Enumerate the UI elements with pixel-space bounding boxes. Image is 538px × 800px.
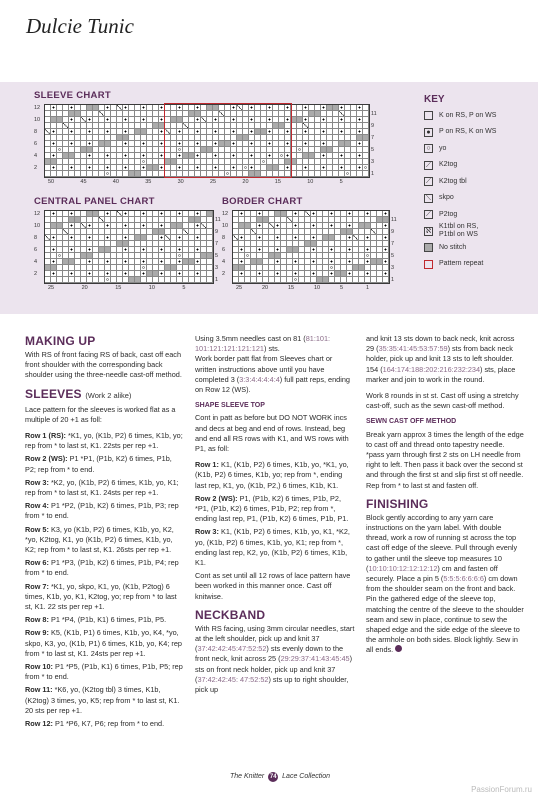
- rounds-text: Work 8 rounds in st st. Cast off using a stretchy cast-off, such as the sewn cast-off method.: [366, 391, 519, 411]
- row-number: 5: [391, 253, 395, 259]
- instruction-row: Row 9: K5, (K1b, P1) 6 times, K1b, yo, K4, *yo, skpo, K3, yo, (K1b, P1) 6 times, K1b, yo, K4; rep from * to last st, K1. 24sts per rep +1.: [25, 628, 182, 658]
- finishing-text: Block gently according to any yarn care instructions on the yarn label. With double thread, work a row of running st across the top cast off edge of the sleeve. Pull through evenly to gather until the sleeve top measures 10 (10:10:10:12:12:12:12) cm and fasten off securely. Place a pin 5 (5:5:5:6:6:6:6) cm down from the shoulder seam on the front and back. Pin the gathered edge of the sleeve top, matching the centre of the sleeve to the shoulder seam and sew in place, continue to sew the shaped edge and the side edge of the sleeve to the armhole on both sides. Block lightly. Sew in all ends.: [366, 512, 524, 655]
- instruction-row: Row 6: P1 *P3, (P1b, K2) 6 times, P1b, P4; rep from * to end.: [25, 558, 179, 578]
- instruction-row: Row 5: K3, yo (K1b, P2) 6 times, K1b, yo, K2, *yo, K2tog, K1, yo (K1b, P2) 6 times, K1b, yo, K2; rep from * to last st, K1. 26sts per rep +1.: [25, 524, 174, 555]
- key-heading: KEY: [424, 94, 445, 105]
- row-number: 2: [34, 165, 38, 171]
- instruction-row: Row 8: P1 *P4, (P1b, K1) 6 times, P1b, P5.: [25, 615, 167, 625]
- column-number: 15: [288, 285, 295, 291]
- row-number: 5: [371, 147, 375, 153]
- row-number: 8: [34, 235, 38, 241]
- column-number: 45: [80, 179, 87, 185]
- key-symbol-icon: ⟋: [424, 210, 433, 219]
- row-number: 6: [34, 141, 38, 147]
- column-number: 1: [366, 285, 370, 291]
- column-number: 20: [262, 285, 269, 291]
- instruction-row: Row 11: *K6, yo, (K2tog tbl) 3 times, K1b, (K2tog) 3 times, yo, K5; rep from * to last st, K1. 20 sts per rep +1.: [25, 685, 180, 715]
- row-number: 7: [391, 241, 395, 247]
- key-symbol-icon: ⟍: [424, 194, 433, 203]
- instruction-row: Row 1 (RS): *K1, yo, (K1b, P2) 6 times, K1b, yo; rep from * to last st, K1. 22sts per rep +1.: [25, 431, 183, 451]
- row-number: 4: [222, 259, 226, 265]
- instruction-row: Row 2 (WS): P1 *P1, (P1b, K2) 6 times, P1b, P2; rep from * to end.: [25, 454, 172, 474]
- watermark: PassionForum.ru: [471, 785, 532, 794]
- key-item: ⟍ skpo: [424, 193, 496, 204]
- key-item: ● P on RS, K on WS: [424, 127, 496, 138]
- column-number: 25: [210, 179, 217, 185]
- key-symbol-icon: [424, 260, 433, 269]
- instruction-row: Row 3: K1, (K1b, P2) 6 times, K1b, yo, K1, *K2, yo, (K1b, P2) 6 times, K1b, yo, K1; rep from *, ending last rep, K2, yo, (K1b, P2) 6 times, K1b, K1.: [195, 527, 350, 568]
- page-footer: The Knitter 74 Lace Collection: [230, 773, 331, 780]
- instruction-row: Row 10: P1 *P5, (P1b, K1) 6 times, P1b, P5; rep from * to end.: [25, 662, 183, 682]
- sewn-cast-off-text: Break yarn approx 3 times the length of the edge to cast off and thread onto tapestry needle. *pass yarn through first 2 sts on LH needle from right to left. Then pass it back over the second st and through the first st and slip first st off needle. Rep from * to last st and fasten off.: [366, 429, 524, 490]
- column-number: 10: [307, 179, 314, 185]
- key-item: ⟋ K2tog: [424, 160, 496, 171]
- key-symbol-icon: ○: [424, 144, 433, 153]
- row-number: 6: [34, 247, 38, 253]
- making-up-heading: MAKING UP: [25, 334, 96, 348]
- sleeves-heading: SLEEVES (Work 2 alike): [25, 386, 132, 401]
- column-1: [25, 334, 183, 732]
- row-number: 12: [222, 211, 229, 217]
- key-symbol-icon: [424, 111, 433, 120]
- sleeve-chart-title: SLEEVE CHART: [34, 90, 111, 101]
- finishing-heading: FINISHING: [366, 496, 429, 511]
- column-number: 10: [148, 285, 155, 291]
- instruction-row: Row 4: P1 *P2, (P1b, K2) 6 times, P1b, P3; rep from * to end.: [25, 501, 179, 521]
- page-number: 74: [269, 774, 277, 780]
- chart-key: [424, 94, 496, 275]
- column-number: 15: [274, 179, 281, 185]
- row-number: 3: [215, 265, 219, 271]
- row-number: 2: [34, 271, 38, 277]
- row-number: 9: [215, 229, 219, 235]
- column-number: 40: [112, 179, 119, 185]
- row-number: 8: [34, 129, 38, 135]
- key-symbol-icon: [424, 243, 433, 252]
- column-number: 30: [177, 179, 184, 185]
- row-number: 1: [371, 171, 375, 177]
- row-number: 2: [222, 271, 226, 277]
- key-item: K on RS, P on WS: [424, 110, 496, 121]
- row-number: 10: [222, 223, 229, 229]
- sewn-cast-off-heading: SEWN CAST OFF METHOD: [366, 418, 457, 426]
- column-number: 35: [145, 179, 152, 185]
- key-item: ○ yo: [424, 143, 496, 154]
- chart-grid: [44, 210, 214, 284]
- border-chart-title: BORDER CHART: [222, 196, 303, 207]
- row-number: 12: [34, 105, 41, 111]
- pattern-repeat-box: [164, 103, 292, 178]
- column-number: 50: [48, 179, 55, 185]
- row-number: 11: [391, 217, 397, 223]
- neck-cont-text: and knit 13 sts down to back neck, knit across 29 (35:35:41:45:53:57:59) sts from back neck holder, pick up and knit 13 sts to left shoulder. 154 (164:174:188:202:216:232:234) sts, place marker and join to work in the round.: [366, 334, 516, 384]
- central-chart-title: CENTRAL PANEL CHART: [34, 196, 155, 207]
- chart-grid: [232, 210, 390, 284]
- row-number: 11: [371, 111, 377, 117]
- row-number: 9: [391, 229, 395, 235]
- instruction-row: Row 3: *K2, yo, (K1b, P2) 6 times, K1b, yo, K1; rep from * to last st, K1. 24sts per rep +1.: [25, 477, 179, 498]
- row-number: 9: [371, 123, 375, 129]
- row-number: 6: [222, 247, 226, 253]
- row-number: 4: [34, 153, 38, 159]
- row-number: 12: [34, 211, 41, 217]
- key-symbol-icon: ⟋: [424, 161, 433, 170]
- shape-sleeve-heading: SHAPE SLEEVE TOP: [195, 402, 265, 410]
- column-3: [366, 334, 524, 662]
- key-symbol-icon: ⟋: [424, 177, 433, 186]
- cast-on-text: Using 3.5mm needles cast on 81 (81:101: 101:121:121:121:121) sts. Work border patt flat from Sleeves chart or written instructions above until you have completed 3 (3:3:4:4:4:4:4) full patt reps, ending on Row 12 (WS).: [195, 334, 350, 395]
- row-number: 4: [34, 259, 38, 265]
- neckband-text: With RS facing, using 3mm circular needles, start at the left shoulder, pick up and knit 37 (37:42:42:45:47:52:52) sts evenly down to the front neck, knit across 25 (29:29:37:41:43:45:45) sts on front neck holder, pick up and knit 37 (37:42:42:45: 47:52:52) sts up to right shoulder, pick up: [195, 623, 355, 695]
- neckband-heading: NECKBAND: [195, 607, 266, 622]
- row-number: 8: [222, 235, 226, 241]
- row-number: 11: [215, 217, 221, 223]
- column-number: 5: [339, 179, 343, 185]
- row-number: 5: [215, 253, 219, 259]
- instruction-row: Row 2 (WS): P1, (P1b, K2) 6 times, P1b, P2, *P1, (P1b, K2) 6 times, P1b, P2; rep from *, ending last rep, P1, (P1b, K2) 6 times, P1b, P1.: [195, 493, 349, 524]
- column-number: 5: [340, 285, 344, 291]
- column-2: [195, 334, 355, 701]
- key-symbol-icon: ●: [424, 128, 433, 137]
- continue-text: Cont as set until all 12 rows of lace pattern have been worked in this manner once. Cast off knitwise.: [195, 571, 351, 601]
- column-number: 20: [81, 285, 88, 291]
- column-number: 20: [242, 179, 249, 185]
- instruction-row: Row 1: K1, (K1b, P2) 6 times, K1b, yo, *K1, yo, (K1b, P2) 6 times, K1b, yo; rep from *, ending last rep, K1, yo, (K1b, P2,) 6 times, K1b, K1.: [195, 460, 349, 490]
- shape-sleeve-text: Cont in patt as before but DO NOT WORK incs and decs at beg and end of rows. Instead, beg and end all RS rows with K1, and WS rows with P1, as foll:: [195, 413, 349, 454]
- row-number: 7: [371, 135, 375, 141]
- making-up-text: With RS of front facing RS of back, cast off each front shoulder with the corresponding back shoulder using the three-needle cast-off method.: [25, 350, 182, 380]
- key-item: ⟋ P2tog: [424, 209, 496, 220]
- column-number: 25: [236, 285, 243, 291]
- key-symbol-icon: ℵ: [425, 227, 432, 235]
- row-number: 3: [371, 159, 375, 165]
- row-number: 3: [391, 265, 395, 271]
- key-item: ⟋ K2tog tbl: [424, 176, 496, 187]
- column-number: 10: [314, 285, 321, 291]
- sleeves-intro: Lace pattern for the sleeves is worked flat as a multiple of 20 +1 as foll:: [25, 404, 176, 424]
- column-number: 15: [115, 285, 122, 291]
- row-number: 1: [391, 277, 395, 283]
- end-mark-icon: [395, 645, 402, 652]
- row-number: 10: [34, 117, 41, 123]
- column-number: 5: [182, 285, 186, 291]
- row-number: 7: [215, 241, 219, 247]
- page-title: Dulcie Tunic: [26, 14, 134, 38]
- key-item: ℵ K1tbl on RS, P1tbl on WS: [425, 223, 479, 238]
- instruction-row: Row 12: P1 *P6, K7, P6; rep from * to end.: [25, 719, 165, 729]
- instruction-row: Row 7: *K1, yo, skpo, K1, yo, (K1b, P2tog) 6 times, K1b, yo, K1, K2tog, yo; rep from * to last st, K1. 22 sts per rep +1.: [25, 581, 177, 612]
- key-item: Pattern repeat: [424, 259, 496, 270]
- column-number: 25: [48, 285, 55, 291]
- row-number: 1: [215, 277, 219, 283]
- key-item: No stitch: [424, 242, 496, 253]
- row-number: 10: [34, 223, 41, 229]
